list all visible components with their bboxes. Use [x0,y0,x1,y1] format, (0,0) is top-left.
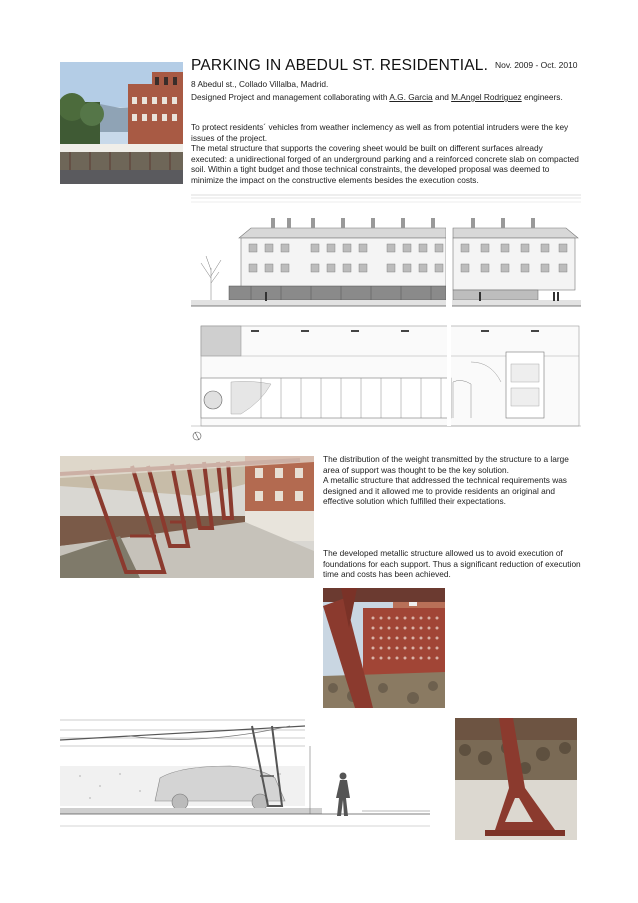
elevation-drawing [191,208,581,318]
plan-drawing [191,322,581,444]
photo-support-base [455,718,577,840]
project-credits [191,92,563,102]
photo-building-exterior [60,62,183,184]
weight-paragraph: The distribution of the weight transmitted by the structure to a large area of support was thought to be the key solution. A metallic structure that addressed the technical requirements was designed and it allowed me to provide residents an original and effective solution which fulfilled their expectations. [323,454,569,507]
project-date: Nov. 2009 - Oct. 2010 [495,60,578,70]
project-title: PARKING IN ABEDUL ST. RESIDENTIAL. [191,57,489,74]
engineer-2: M.Angel Rodriguez [451,92,522,102]
photo-canopy-perspective [60,456,314,578]
credits-and: and [432,92,452,102]
intro-paragraph: To protect residents´ vehicles from weather inclemency as well as from potential intruders were the key issues of the project. The metal structure that supports the covering sheet would be built on different surfaces already executed: a unidirectional forged of an underground parking and a reinforced concrete slab on compacted soil. Within a tight budget and those technical constraints, the developed proposal was deemed to minimize the impact on the constructive elements besides the execution costs. [191,122,579,185]
project-address: 8 Abedul st., Collado Villalba, Madrid. [191,79,329,89]
section-drawing [60,716,430,838]
credits-suffix: engineers. [521,92,563,102]
foundations-paragraph: The developed metallic structure allowed us to avoid execution of foundations for each support. Thus a significant reduction of execution time and costs has been achieved. [323,548,581,580]
engineer-1: A.G. Garcia [389,92,433,102]
photo-support-detail [323,588,445,708]
section-divider [191,193,581,205]
credits-prefix: Designed Project and management collaborating with [191,92,390,102]
